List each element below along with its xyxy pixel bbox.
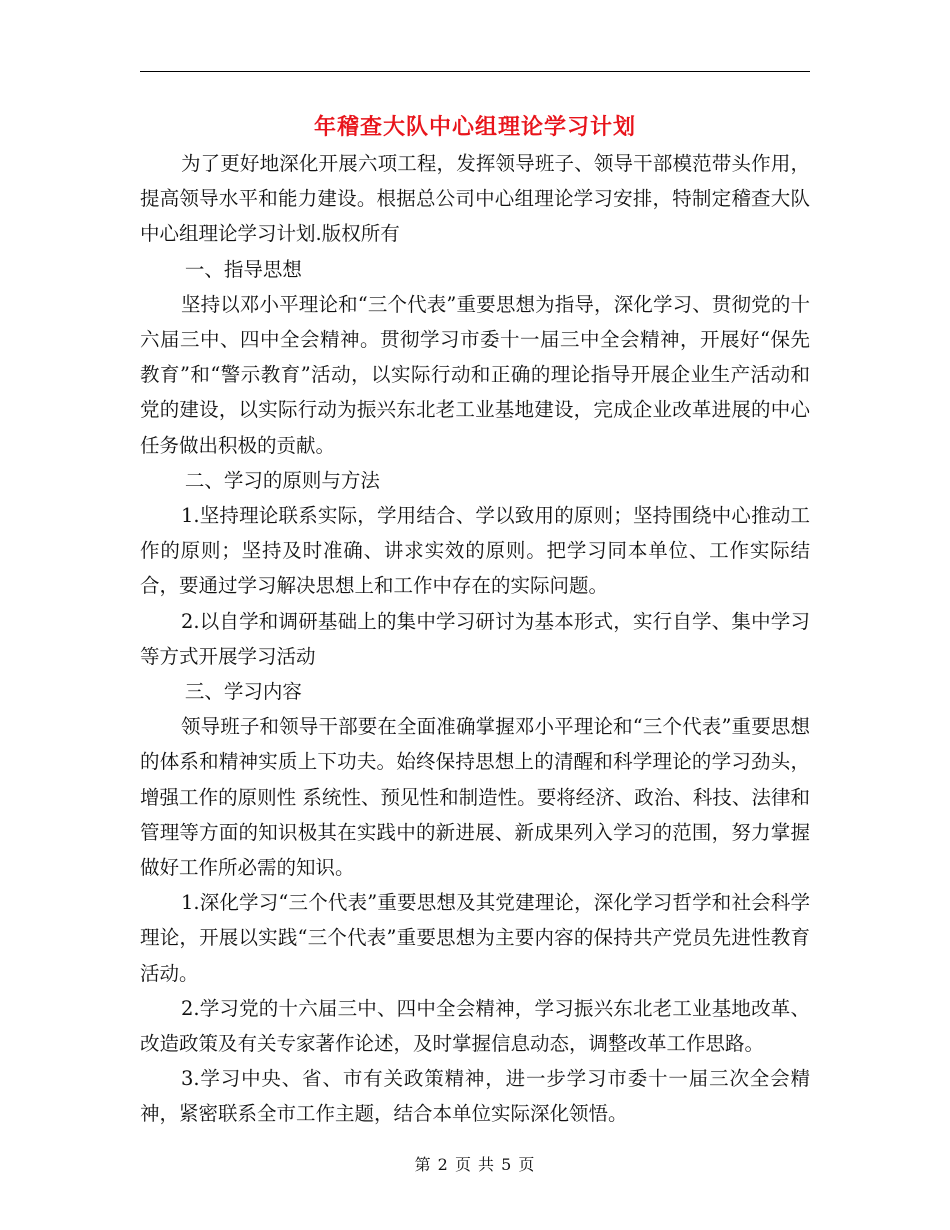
header-rule [140, 71, 810, 72]
guiding-thought-paragraph: 坚持以邓小平理论和“三个代表”重要思想为指导，深化学习、贯彻党的十六届三中、四中全会精神。贯彻学习市委十一届三中全会精神，开展好“保先教育”和“警示教育”活动，以实际行动和正确的理论指导开展企业生产活动和党的建设，以实际行动为振兴东北老工业基地建设，完成企业改革进展的中心任务做出积极的贡献。 [140, 292, 810, 457]
section-heading-content: 三、学习内容 [184, 680, 302, 704]
section-heading-principles: 二、学习的原则与方法 [184, 468, 380, 492]
content-item-3: 3.学习中央、省、市有关政策精神，进一步学习市委十一届三次全会精神，紧密联系全市工作主题，结合本单位实际深化领悟。 [140, 1067, 810, 1126]
page-number-footer: 第 2 页 共 5 页 [414, 1155, 536, 1174]
content-paragraph: 领导班子和领导干部要在全面准确掌握邓小平理论和“三个代表”重要思想的体系和精神实质上下功夫。始终保持思想上的清醒和科学理论的学习劲头，增强工作的原则性 系统性、预见性和制造性。要将经济、政治、科技、法律和管理等方面的知识极其在实践中的新进展、新成果列入学习的范围，努力掌握做好工作所必需的知识。 [140, 715, 810, 880]
document-title: 年稽查大队中心组理论学习计划 [313, 115, 636, 140]
content-item-2: 2.学习党的十六届三中、四中全会精神，学习振兴东北老工业基地改革、改造政策及有关专家著作论述，及时掌握信息动态，调整改革工作思路。 [140, 996, 810, 1056]
intro-paragraph: 为了更好地深化开展六项工程，发挥领导班子、领导干部模范带头作用，提高领导水平和能力建设。根据总公司中心组理论学习安排，特制定稽查大队中心组理论学习计划.版权所有 [140, 152, 810, 246]
section-heading-guiding-thought: 一、指导思想 [184, 257, 302, 281]
principle-item-1: 1.坚持理论联系实际，学用结合、学以致用的原则；坚持围绕中心推动工作的原则；坚持及时准确、讲求实效的原则。把学习同本单位、工作实际结合，要通过学习解决思想上和工作中存在的实际问题。 [140, 504, 810, 598]
document-body [140, 146, 810, 1132]
principle-item-2: 2.以自学和调研基础上的集中学习研讨为基本形式，实行自学、集中学习等方式开展学习活动 [140, 609, 810, 668]
content-item-1: 1.深化学习“三个代表”重要思想及其党建理论，深化学习哲学和社会科学理论，开展以实践“三个代表”重要思想为主要内容的保持共产党员先进性教育活动。 [140, 891, 810, 985]
